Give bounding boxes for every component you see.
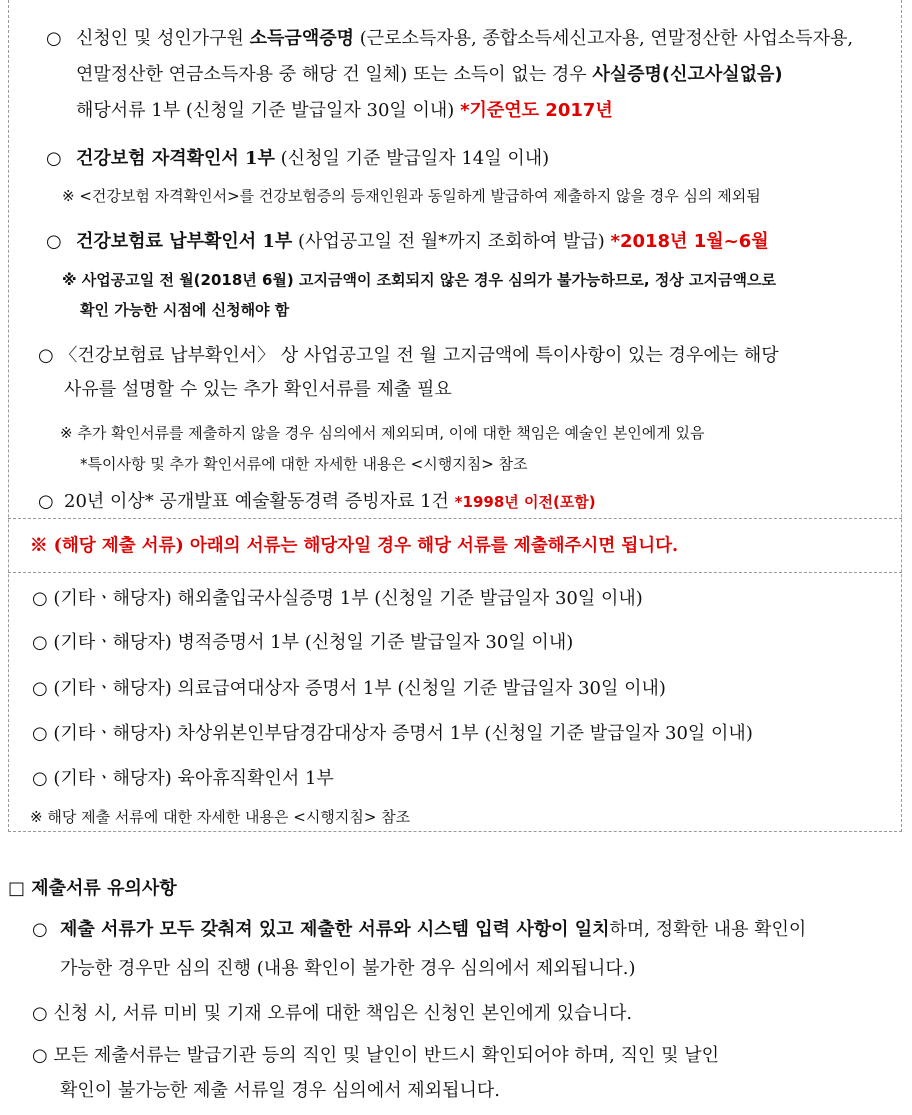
health-insurance-payment-note: ※ 사업공고일 전 월(2018년 6월) 고지금액이 조회되지 않은 경우 심의가 불가능하므로, 정상 고지금액으로 <box>62 271 776 289</box>
submission-note-item3-line2: 확인이 불가능한 제출 서류일 경우 심의에서 제외됩니다. <box>60 1080 500 1101</box>
optional-item-parental-leave: ○ (기타ㆍ해당자) 육아휴직확인서 1부 <box>32 768 334 789</box>
required-documents-box <box>8 0 902 832</box>
submission-note-item2: ○ 신청 시, 서류 미비 및 기재 오류에 대한 책임은 신청인 본인에게 있습니다. <box>32 1003 633 1024</box>
income-certificate-item-line2: 연말정산한 연금소득자용 중 해당 건 일체) 또는 소득이 없는 경우 사실증명(신고사실없음) <box>76 64 783 85</box>
health-insurance-qualification-note: ※ <건강보험 자격확인서>를 건강보험증의 등재인원과 동일하게 발급하여 제출하지 않을 경우 심의 제외됨 <box>62 187 761 205</box>
section-divider-bottom <box>8 572 902 573</box>
health-insurance-payment-note-line2: 확인 가능한 시점에 신청해야 함 <box>80 301 290 319</box>
special-case-item-line2: 사유를 설명할 수 있는 추가 확인서류를 제출 필요 <box>64 379 452 400</box>
optional-documents-note: ※ 해당 제출 서류에 대한 자세한 내용은 <시행지침> 참조 <box>30 808 411 826</box>
optional-item-military: ○ (기타ㆍ해당자) 병적증명서 1부 (신청일 기준 발급일자 30일 이내) <box>32 632 574 653</box>
submission-note-item3: ○ 모든 제출서류는 발급기관 등의 직인 및 날인이 반드시 확인되어야 하며, 직인 및 날인 <box>32 1045 719 1066</box>
income-certificate-item-line3: 해당서류 1부 (신청일 기준 발급일자 30일 이내) *기준연도 2017년 <box>76 100 613 121</box>
submission-note-item1: ○ 제출 서류가 모두 갖춰져 있고 제출한 서류와 시스템 입력 사항이 일치하며, 정확한 내용 확인이 <box>32 919 807 940</box>
income-certificate-item: ○ 신청인 및 성인가구원 소득금액증명 (근로소득자용, 종합소득세신고자용, 연말정산한 사업소득자용, <box>46 28 854 49</box>
optional-documents-header: ※ (해당 제출 서류) 아래의 서류는 해당자일 경우 해당 서류를 제출해주시면 됩니다. <box>30 536 679 556</box>
additional-documents-note-line2: *특이사항 및 추가 확인서류에 대한 자세한 내용은 <시행지침> 참조 <box>80 455 528 473</box>
optional-item-near-poverty: ○ (기타ㆍ해당자) 차상위본인부담경감대상자 증명서 1부 (신청일 기준 발급일자 30일 이내) <box>32 723 753 744</box>
health-insurance-qualification-item: ○ 건강보험 자격확인서 1부 (신청일 기준 발급일자 14일 이내) <box>46 148 550 169</box>
optional-item-medical-aid: ○ (기타ㆍ해당자) 의료급여대상자 증명서 1부 (신청일 기준 발급일자 30일 이내) <box>32 678 666 699</box>
submission-note-item1-line2: 가능한 경우만 심의 진행 (내용 확인이 불가한 경우 심의에서 제외됩니다.) <box>60 958 636 979</box>
art-career-item: ○ 20년 이상* 공개발표 예술활동경력 증빙자료 1건 *1998년 이전(포함) <box>38 491 596 512</box>
optional-item-immigration: ○ (기타ㆍ해당자) 해외출입국사실증명 1부 (신청일 기준 발급일자 30일 이내) <box>32 588 643 609</box>
special-case-item: ○ 〈건강보험료 납부확인서〉 상 사업공고일 전 월 고지금액에 특이사항이 있는 경우에는 해당 <box>38 345 779 366</box>
section-divider-top <box>8 518 902 519</box>
additional-documents-note: ※ 추가 확인서류를 제출하지 않을 경우 심의에서 제외되며, 이에 대한 책임은 예술인 본인에게 있음 <box>60 424 705 442</box>
submission-notes-title: □ 제출서류 유의사항 <box>8 878 177 899</box>
health-insurance-payment-item: ○ 건강보험료 납부확인서 1부 (사업공고일 전 월*까지 조회하여 발급) *2018년 1월~6월 <box>46 231 769 252</box>
